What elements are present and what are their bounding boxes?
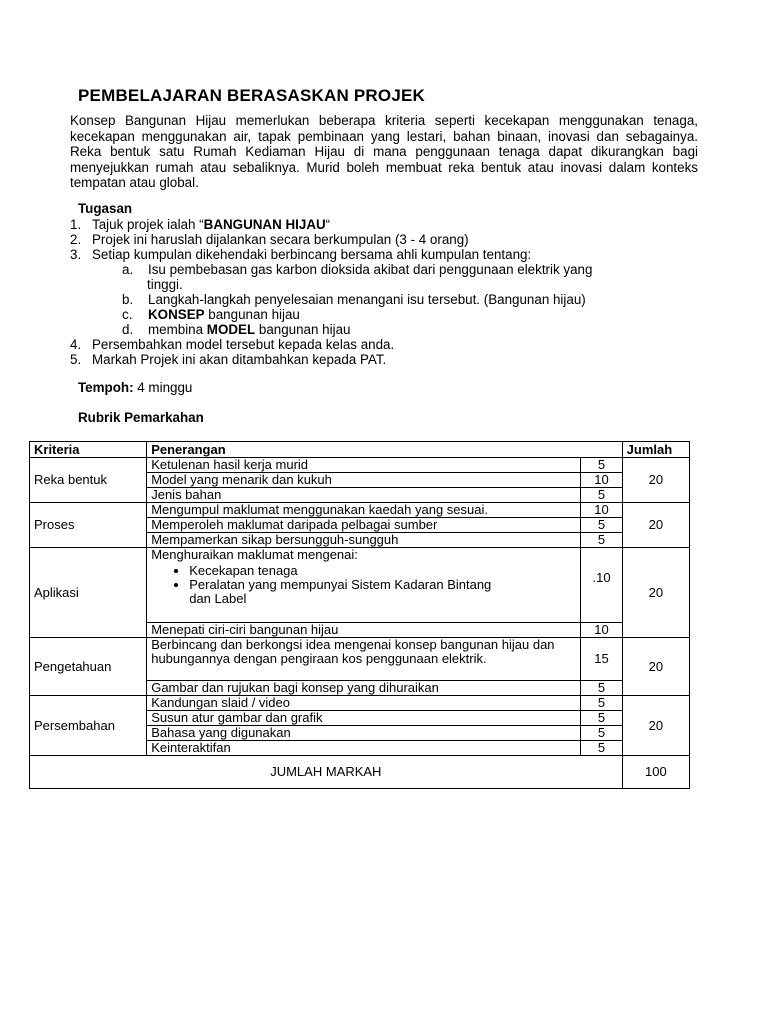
penerangan-cell: Bahasa yang digunakan [147,726,581,741]
penerangan-cell: Gambar dan rujukan bagi konsep yang dihuraikan [147,681,581,696]
score-cell: 5 [581,488,622,503]
table-row [30,696,690,711]
sub-list-item: c. KONSEP bangunan hijau [122,307,300,322]
tempoh-value: 4 minggu [133,380,193,395]
score-cell: .10 [581,548,622,623]
kriteria-cell: Reka bentuk [30,458,147,503]
penerangan-cell: Memperoleh maklumat daripada pelbagai sumber [147,518,581,533]
penerangan-cell: Mengumpul maklumat menggunakan kaedah yang sesuai. [147,503,581,518]
table-row [30,638,690,681]
header-penerangan: Penerangan [147,442,622,458]
penerangan-cell: Mempamerkan sikap bersungguh-sungguh [147,533,581,548]
score-cell: 5 [581,726,622,741]
score-cell: 10 [581,473,622,488]
tugasan-heading: Tugasan [78,201,133,216]
penerangan-cell: Jenis bahan [147,488,581,503]
score-cell: 10 [581,623,622,638]
kriteria-cell: Persembahan [30,696,147,756]
score-cell: 15 [581,638,622,681]
penerangan-cell: Susun atur gambar dan grafik [147,711,581,726]
table-row [30,458,690,473]
table-header-row [30,442,690,458]
list-item: • Kecekapan tenaga [189,564,576,578]
list-item: 2. Projek ini haruslah dijalankan secara berkumpulan (3 - 4 orang) [70,232,469,247]
list-item: • Peralatan yang mempunyai Sistem Kadaran Bintang dan Label [189,578,576,606]
penerangan-cell: Ketulenan hasil kerja murid [147,458,581,473]
rubrik-heading: Rubrik Pemarkahan [78,410,204,425]
kriteria-cell: Proses [30,503,147,548]
jumlah-cell: 20 [622,548,689,638]
score-cell: 5 [581,518,622,533]
list-item: 1. Tajuk projek ialah “BANGUNAN HIJAU“ [70,217,331,232]
list-item: 4. Persembahkan model tersebut kepada kelas anda. [70,337,395,352]
sub-list-item: b. Langkah-langkah penyelesaian menangani isu tersebut. (Bangunan hijau) [122,292,586,307]
page-title: PEMBELAJARAN BERASASKAN PROJEK [78,86,425,105]
aplikasi-intro: Menghuraikan maklumat mengenai: [151,547,358,562]
table-row [30,503,690,518]
jumlah-cell: 20 [622,638,689,696]
rubric-table [29,441,690,789]
sub-list-item-continuation: tinggi. [147,277,183,292]
list-item: 5. Markah Projek ini akan ditambahkan kepada PAT. [70,352,387,367]
jumlah-cell: 20 [622,503,689,548]
tempoh-line [78,380,192,395]
aplikasi-bullets [151,564,576,606]
penerangan-cell: Kandungan slaid / video [147,696,581,711]
penerangan-cell: Model yang menarik dan kukuh [147,473,581,488]
tugasan-list [70,217,710,367]
score-cell: 5 [581,458,622,473]
penerangan-cell: Menepati ciri-ciri bangunan hijau [147,623,581,638]
score-cell: 10 [581,503,622,518]
header-kriteria: Kriteria [30,442,147,458]
score-cell: 5 [581,681,622,696]
sub-list-item: d. membina MODEL bangunan hijau [122,322,351,337]
penerangan-cell [147,548,581,623]
table-row [30,548,690,623]
jumlah-cell: 20 [622,696,689,756]
list-item: 3. Setiap kumpulan dikehendaki berbincang bersama ahli kumpulan tentang: [70,247,532,262]
score-cell: 5 [581,711,622,726]
header-jumlah: Jumlah [622,442,689,458]
kriteria-cell: Pengetahuan [30,638,147,696]
grand-total-row [30,756,690,789]
sub-list-item: a. Isu pembebasan gas karbon dioksida akibat dari penggunaan elektrik yang [122,262,593,277]
grand-total-value: 100 [622,756,689,789]
kriteria-cell: Aplikasi [30,548,147,638]
score-cell: 5 [581,741,622,756]
score-cell: 5 [581,696,622,711]
penerangan-cell: Keinteraktifan [147,741,581,756]
penerangan-cell: Berbincang dan berkongsi idea mengenai konsep bangunan hijau dan hubungannya dengan pengiraan kos penggunaan elektrik. [147,638,581,681]
jumlah-cell: 20 [622,458,689,503]
intro-paragraph: Konsep Bangunan Hijau memerlukan beberapa kriteria seperti kecekapan menggunakan tenaga, kecekapan menggunakan air, tapak pembinaan yang lestari, bahan binaan, inovasi dan sebagainya. Reka bentuk satu Rumah Kediaman Hijau di mana penggunaan tenaga dapat dikurangkan bagi menyejukkan rumah atau sebaliknya. Murid boleh membuat reka bentuk atau inovasi dalam konteks tempatan atau global. [70,113,698,191]
score-cell: 5 [581,533,622,548]
tempoh-label: Tempoh: [78,380,134,395]
grand-total-label: JUMLAH MARKAH [30,756,623,789]
